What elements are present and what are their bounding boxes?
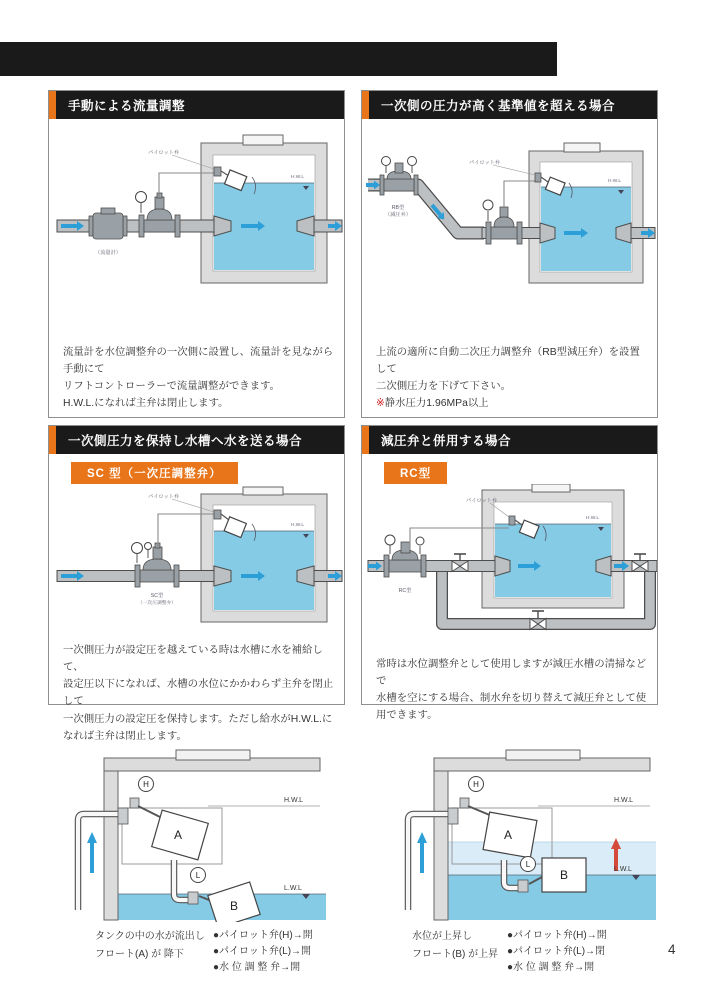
- manhole: [506, 750, 580, 760]
- pressure-gauge-icon: [382, 157, 391, 166]
- diagram-rc-valve: [364, 484, 657, 644]
- pilot-l-body: [188, 892, 198, 904]
- bullet-line: ●パイロット弁(H)→開: [507, 930, 607, 941]
- pilot-l-label: L: [195, 871, 201, 880]
- desc-line: 一次側圧力が設定圧を越えている時は水槽に水を補給して、: [63, 645, 323, 674]
- lwl-label: L.W.L: [614, 866, 632, 873]
- page-header-bar: [0, 42, 557, 76]
- panel-title: [49, 426, 344, 454]
- desc-line: 二次側圧力を下げて下さい。: [376, 381, 512, 393]
- model-badge-sc: SC 型（一次圧調整弁）: [71, 462, 238, 484]
- note-text: 静水圧力1.96MPa以上: [384, 398, 489, 410]
- panel-high-pressure: [361, 90, 658, 418]
- bullet-line: ●水 位 調 整 弁→開: [507, 962, 595, 973]
- bullet-line: ●パイロット弁(L)→閉: [507, 946, 606, 957]
- panel-title: [362, 426, 657, 454]
- desc-line: リフトコントローラーで流量調整ができます。: [63, 381, 280, 393]
- panel-title: [49, 91, 344, 119]
- tank-water: [495, 524, 611, 597]
- caption-line: 水位が上昇し: [412, 931, 472, 942]
- caption-line: タンクの中の水が流出し: [95, 931, 205, 942]
- rb-valve-label-1: RB型: [391, 205, 405, 211]
- tank: [201, 487, 327, 622]
- caption-line: フロート(B) が上昇: [412, 948, 499, 960]
- pressure-gauge-icon: [483, 200, 493, 210]
- caption-left: [95, 928, 313, 976]
- desc-line: 常時は水位調整弁として使用しますが減圧水槽の清掃などで: [376, 659, 647, 688]
- rb-reducing-valve: [380, 157, 418, 196]
- tank-left-wall: [104, 758, 118, 920]
- pressure-gauge-icon: [145, 543, 152, 550]
- pilot-valve-label: パイロット弁: [148, 494, 180, 500]
- float-diagram-water-rising: [388, 742, 673, 922]
- tank: [482, 484, 624, 608]
- sc-valve-label-1: SC型: [150, 593, 164, 599]
- hwl-label: H.W.L: [284, 797, 304, 804]
- desc-line: 設定圧以下になれば、水槽の水位にかかわらず主弁を閉止して: [63, 679, 334, 708]
- pilot-l-label: L: [525, 860, 531, 869]
- caption-right-bullets: [507, 928, 607, 976]
- tank-left-wall: [434, 758, 448, 920]
- bullet-line: ●パイロット弁(L)→開: [213, 946, 312, 957]
- panel-description: [376, 656, 649, 725]
- panel-title-text: 減圧弁と併用する場合: [381, 434, 512, 448]
- desc-note: [376, 395, 649, 412]
- main-valve: [136, 192, 181, 238]
- float-diagram-water-out: [58, 742, 343, 922]
- pilot-h-label: H: [143, 780, 149, 789]
- pilot-valve-label: パイロット弁: [469, 160, 501, 166]
- float-b-label: B: [229, 899, 239, 913]
- hwl-label: H.W.L: [614, 797, 634, 804]
- pressure-gauge-icon: [132, 543, 143, 554]
- hwl-label: H.W.L: [291, 175, 305, 180]
- tank: [201, 135, 327, 283]
- manhole: [176, 750, 250, 760]
- supply-flow-arrow: [87, 832, 97, 873]
- desc-line: 上流の適所に自動二次圧力調整弁（RB型減圧弁）を設置して: [376, 347, 640, 376]
- panel-manual-flow: [48, 90, 345, 418]
- panel-keep-primary-pressure: [48, 425, 345, 742]
- hwl-label: H.W.L: [586, 516, 600, 521]
- desc-line: なれば主弁は閉止します。: [63, 730, 187, 742]
- diagram-high-pressure: [364, 123, 657, 338]
- desc-line: 流量計を水位調整弁の一次側に設置し、流量計を見ながら手動にて: [63, 347, 334, 376]
- pilot-h-label: H: [473, 780, 479, 789]
- caption-right-text: [412, 928, 507, 976]
- bullet-line: ●水 位 調 整 弁→開: [213, 962, 301, 973]
- panel-description: [63, 642, 336, 745]
- diagram-manual-flow: [51, 123, 344, 338]
- sc-valve-label-2: （一次圧調整弁）: [137, 601, 177, 606]
- rc-valve: [384, 535, 426, 577]
- pilot-valve-label: パイロット弁: [466, 498, 498, 504]
- panel-title-text: 手動による流量調整: [68, 99, 186, 113]
- pressure-gauge-icon: [136, 192, 147, 203]
- panel-description: [63, 344, 336, 413]
- hwl-label: H.W.L: [608, 179, 622, 184]
- main-valve: [483, 200, 522, 244]
- pilot-l-body: [518, 880, 528, 892]
- pressure-gauge-icon: [385, 535, 395, 545]
- panel-description: [376, 344, 649, 413]
- tank: [529, 143, 643, 283]
- pressure-gauge-icon: [408, 157, 417, 166]
- float-b-label: B: [559, 868, 569, 882]
- caption-right: [412, 928, 607, 976]
- page-number: 4: [668, 942, 676, 957]
- caption-left-bullets: [213, 928, 313, 976]
- rc-valve-label: RC型: [398, 588, 412, 594]
- rb-valve-label-2: （減圧弁）: [385, 212, 411, 218]
- flow-meter-label: （流量計）: [95, 250, 121, 256]
- flow-meter: [89, 208, 127, 239]
- panel-combined-reducing: [361, 425, 658, 722]
- desc-line: H.W.L.になれば主弁は閉止します。: [63, 398, 229, 410]
- pilot-h-assembly: [118, 798, 162, 824]
- hwl-label: H.W.L: [291, 523, 305, 528]
- panel-title-text: 一次側圧力を保持し水槽へ水を送る場合: [68, 434, 303, 448]
- note-symbol: ※: [376, 398, 385, 410]
- model-badge-rc: RC型: [384, 462, 447, 484]
- float-a-label: A: [173, 828, 183, 842]
- pilot-h-assembly: [448, 798, 492, 824]
- float-a-label: A: [503, 828, 513, 842]
- panel-title: [362, 91, 657, 119]
- diagram-sc-valve: [51, 484, 344, 642]
- panel-title-text: 一次側の圧力が高く基準値を超える場合: [381, 99, 616, 113]
- desc-line: 水槽を空にする場合、制水弁を切り替えて減圧弁として使用できます。: [376, 693, 647, 722]
- supply-flow-arrow: [417, 832, 427, 873]
- sc-valve: [132, 543, 180, 588]
- pressure-gauge-icon: [416, 537, 424, 545]
- desc-line: 一次側圧力の設定圧を保持します。ただし給水がH.W.L.に: [63, 713, 333, 725]
- caption-line: フロート(A) が 降下: [95, 948, 184, 960]
- pilot-valve-label: パイロット弁: [148, 150, 180, 156]
- lwl-label: L.W.L: [284, 885, 302, 892]
- bullet-line: ●パイロット弁(H)→開: [213, 930, 313, 941]
- caption-left-text: [95, 928, 213, 976]
